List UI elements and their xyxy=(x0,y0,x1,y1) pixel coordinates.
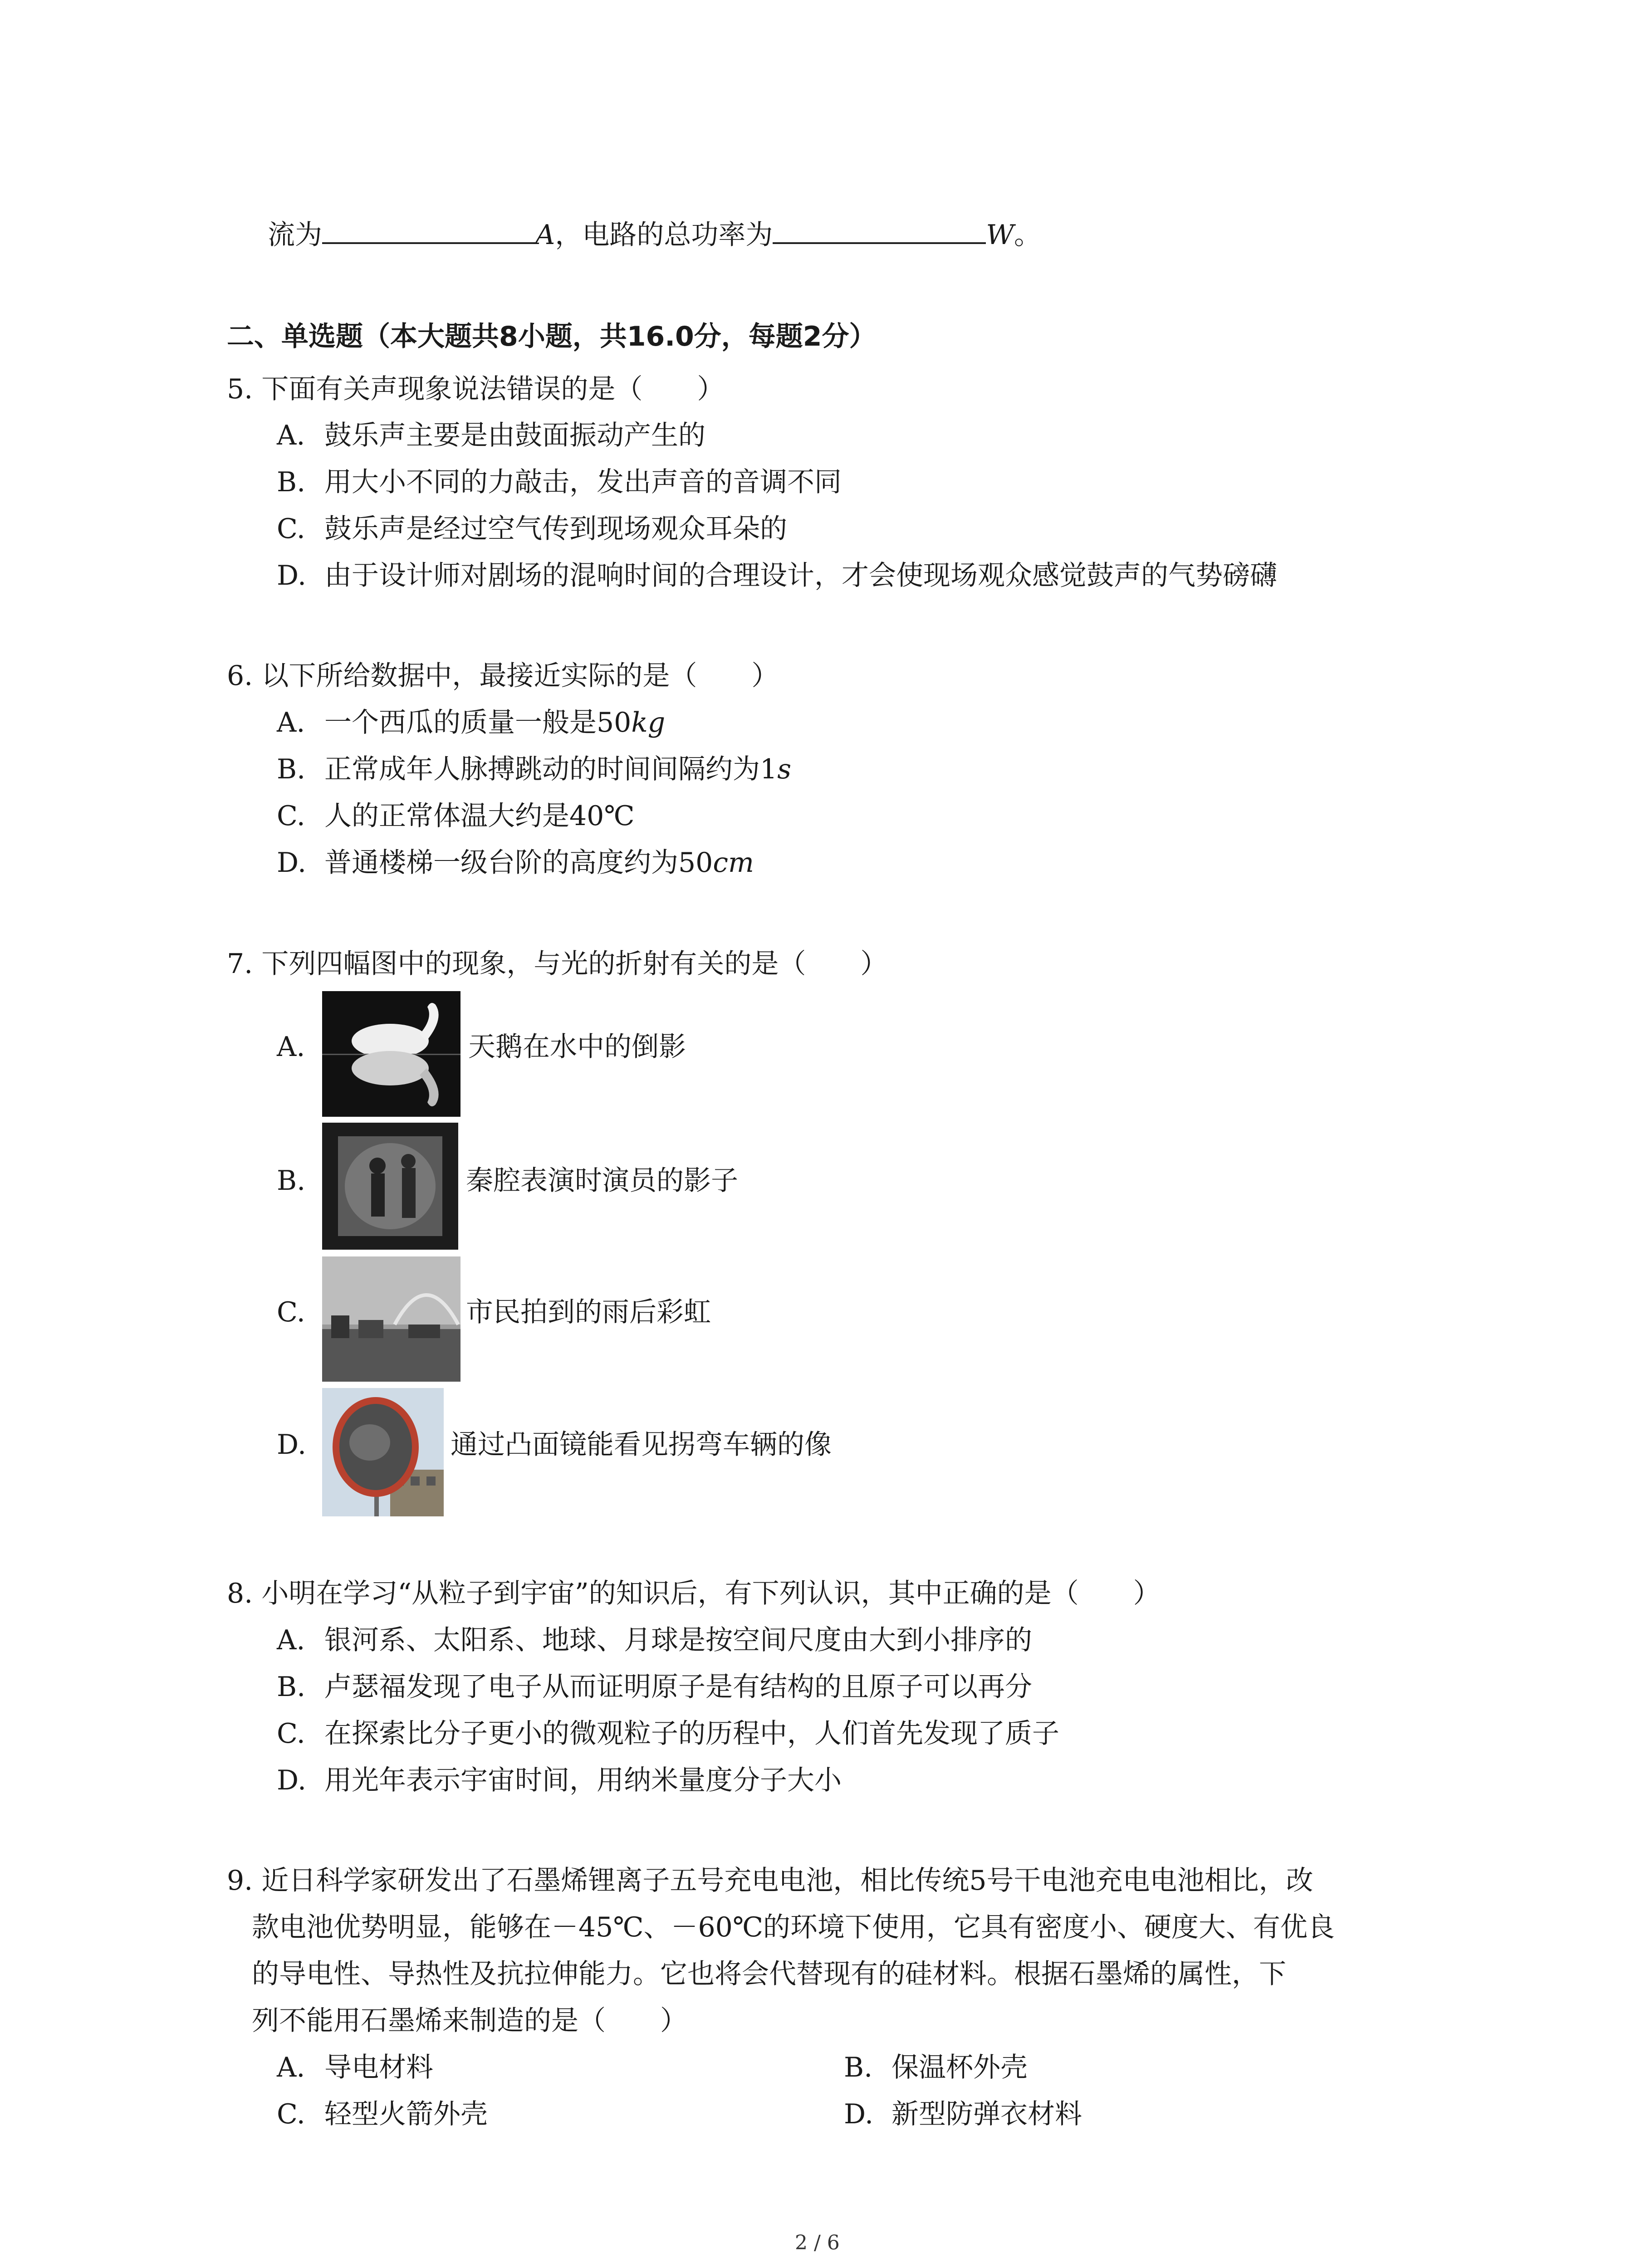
question-8-option-d[interactable]: D. 用光年表示宇宙时间，用纳米量度分子大小 xyxy=(277,1765,842,1796)
convex-mirror-photo xyxy=(322,1388,444,1516)
question-9-stem-line-2: 款电池优势明显，能够在－45℃、－60℃的环境下使用，它具有密度小、硬度大、有优良 xyxy=(252,1911,1335,1943)
question-5-stem: 5. 下面有关声现象说法错误的是（ ） xyxy=(227,373,725,405)
rainbow-city-photo xyxy=(322,1256,460,1382)
question-9-option-b[interactable]: B. 保温杯外壳 xyxy=(844,2052,1028,2083)
question-8-option-a[interactable]: A. 银河系、太阳系、地球、月球是按空间尺度由大到小排序的 xyxy=(277,1624,1032,1656)
section-title: 二、单选题（本大题共8小题，共16.0分，每题2分） xyxy=(227,321,877,352)
question-9-stem-line-3: 的导电性、导热性及抗拉伸能力。它也将会代替现有的硅材料。根据石墨烯的属性，下 xyxy=(252,1958,1286,1990)
continuation-prefix: 流为 xyxy=(268,219,322,251)
question-9-option-d[interactable]: D. 新型防弹衣材料 xyxy=(844,2098,1082,2130)
question-7-option-b-label[interactable]: B. xyxy=(277,1165,306,1197)
continuation-line xyxy=(268,217,1041,253)
unit-current: A xyxy=(535,219,555,251)
question-6-option-d[interactable]: D. 普通楼梯一级台阶的高度约为50cm xyxy=(277,847,754,879)
question-5-option-d[interactable]: D. 由于设计师对剧场的混响时间的合理设计，才会使现场观众感觉鼓声的气势磅礴 xyxy=(277,560,1277,591)
question-5-option-b[interactable]: B. 用大小不同的力敲击，发出声音的音调不同 xyxy=(277,466,842,498)
question-7-option-d-label[interactable]: D. xyxy=(277,1429,307,1461)
shadow-play-photo xyxy=(322,1123,458,1250)
question-6-stem: 6. 以下所给数据中，最接近实际的是（ ） xyxy=(227,660,779,692)
question-7-option-c-text: 市民拍到的雨后彩虹 xyxy=(466,1296,711,1328)
question-7-option-b-text: 秦腔表演时演员的影子 xyxy=(466,1165,738,1197)
answer-blank-current[interactable] xyxy=(322,217,535,244)
answer-blank-power[interactable] xyxy=(773,217,986,244)
question-9-option-c[interactable]: C. 轻型火箭外壳 xyxy=(277,2098,488,2130)
continuation-middle: ，电路的总功率为 xyxy=(555,219,773,251)
question-7-option-a-text: 天鹅在水中的倒影 xyxy=(468,1031,686,1063)
question-6-option-a[interactable]: A. 一个西瓜的质量一般是50kg xyxy=(277,707,666,738)
continuation-suffix: 。 xyxy=(1014,219,1042,251)
question-8-option-b[interactable]: B. 卢瑟福发现了电子从而证明原子是有结构的且原子可以再分 xyxy=(277,1671,1032,1703)
question-8-stem: 8. 小明在学习“从粒子到宇宙”的知识后，有下列认识，其中正确的是（ ） xyxy=(227,1578,1161,1609)
question-9-stem-line-4: 列不能用石墨烯来制造的是（ ） xyxy=(252,2005,687,2037)
question-9-stem-line-1: 9. 近日科学家研发出了石墨烯锂离子五号充电电池，相比传统5号干电池充电电池相比，改 xyxy=(227,1865,1313,1897)
question-9-option-a[interactable]: A. 导电材料 xyxy=(277,2052,433,2083)
question-7-option-c-label[interactable]: C. xyxy=(277,1296,305,1328)
swan-reflection-photo xyxy=(322,991,460,1117)
question-5-option-a[interactable]: A. 鼓乐声主要是由鼓面振动产生的 xyxy=(277,420,705,451)
question-7-option-a-label[interactable]: A. xyxy=(277,1031,305,1063)
unit-power: W xyxy=(986,219,1014,251)
question-6-option-b[interactable]: B. 正常成年人脉搏跳动的时间间隔约为1s xyxy=(277,753,791,785)
question-5-option-c[interactable]: C. 鼓乐声是经过空气传到现场观众耳朵的 xyxy=(277,513,787,545)
question-8-option-c[interactable]: C. 在探索比分子更小的微观粒子的历程中，人们首先发现了质子 xyxy=(277,1718,1059,1750)
question-6-option-c[interactable]: C. 人的正常体温大约是40℃ xyxy=(277,800,635,832)
question-7-option-d-text: 通过凸面镜能看见拐弯车辆的像 xyxy=(451,1429,832,1461)
question-7-stem: 7. 下列四幅图中的现象，与光的折射有关的是（ ） xyxy=(227,948,888,980)
page-number: 2 / 6 xyxy=(795,2231,840,2254)
